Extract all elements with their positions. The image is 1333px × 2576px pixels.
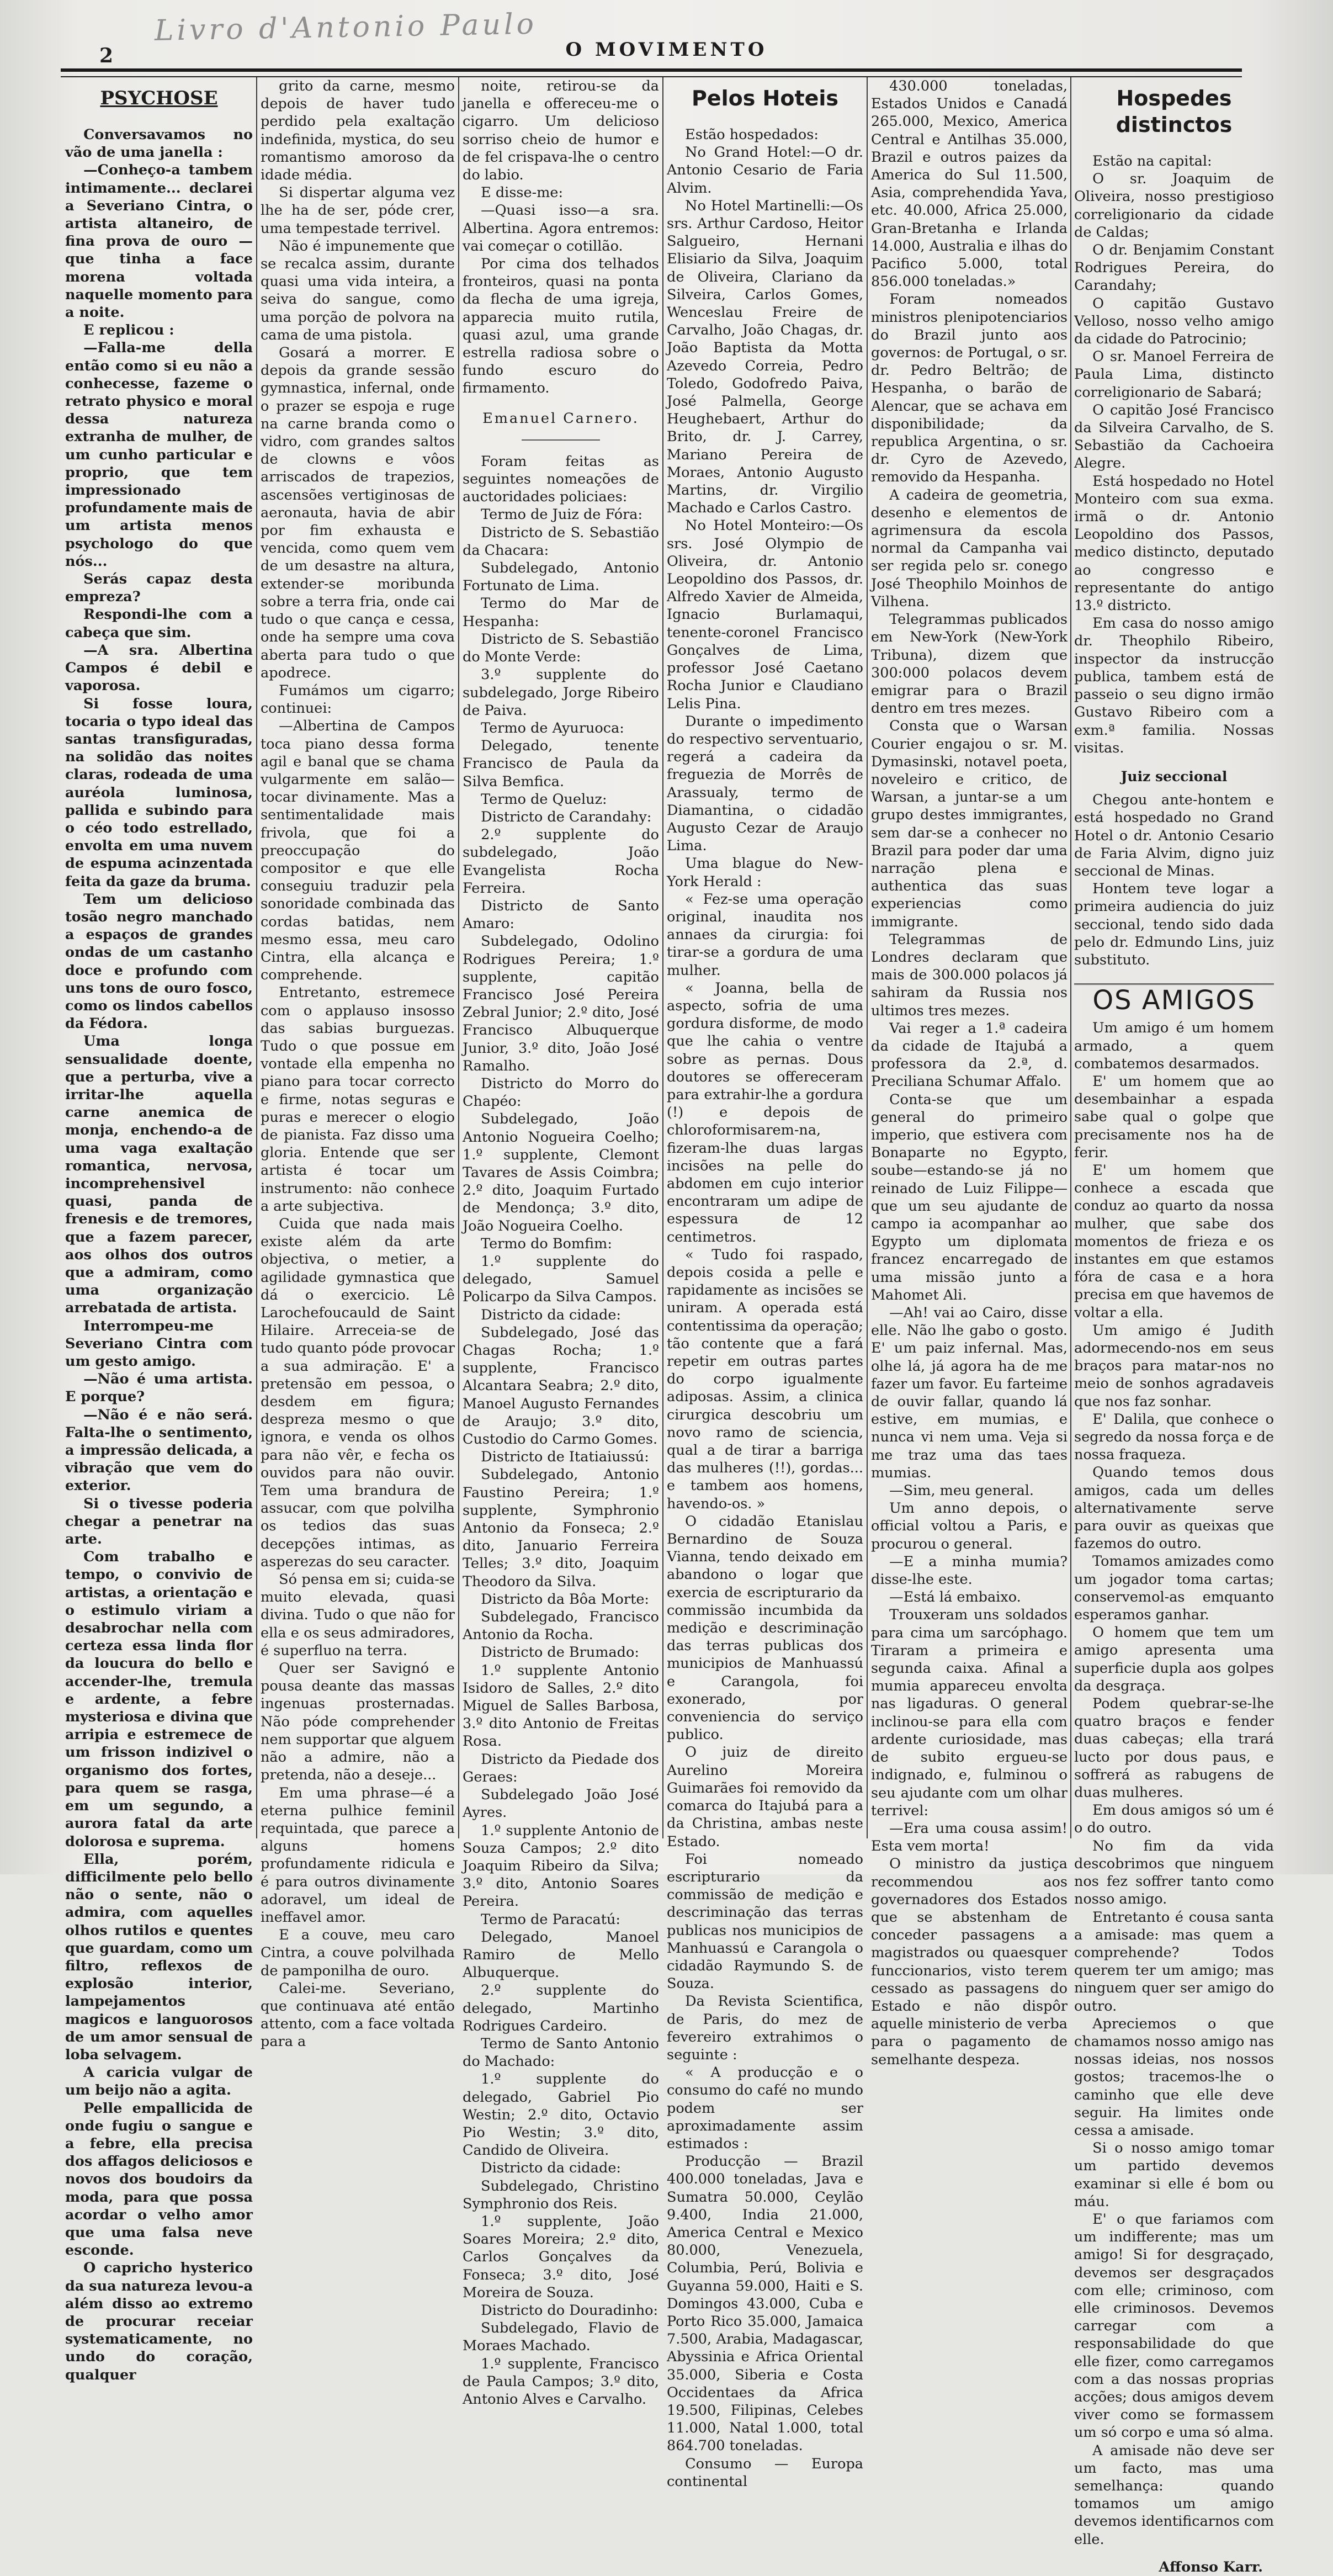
paragraph: 1.º supplente, João Soares Moreira; 2.º dito, Carlos Gonçalves da Fonseca; 3.º dito, José Moreira de Souza. xyxy=(463,2213,659,2301)
paragraph: Serás capaz desta empreza? xyxy=(65,571,253,606)
paragraph: E' o que fariamos com um indifferente; mas um amigo! Si for desgraçado, devemos ser desgraçados com elle; criminoso, com elle criminosos. Devemos carregar com a responsabilidade do que elle fizer, como carregamos com a das nossas proprias acções; dous amigos devem viver como se formassem um só corpo e uma só alma. xyxy=(1074,2211,1274,2441)
paragraph: 430.000 toneladas, Estados Unidos e Canadá 265.000, Mexico, America Central e Antilhas 35.000, Brazil e outros paizes da America do Sul 11.500, Asia, comprehendida Yava, etc. 40.000, Africa 25.000, Gran-Bretanha e Irlanda 14.000, Australia e ilhas do Pacifico 5.000, total 856.000 toneladas.» xyxy=(871,78,1068,290)
paragraph: Estão na capital: xyxy=(1092,153,1212,169)
paragraph: No Grand Hotel:—O dr. Antonio Cesario de Faria Alvim. xyxy=(667,144,863,197)
column-divider xyxy=(1070,77,1071,1838)
page-number: 2 xyxy=(99,44,114,67)
paragraph: E disse-me: xyxy=(481,184,564,202)
paragraph: Districto de Santo Amaro: xyxy=(463,897,659,932)
paragraph: Districto de Brumado: xyxy=(481,1644,639,1661)
paragraph: Conversavamos no vão de uma janella : xyxy=(65,126,253,161)
paragraph: A caricia vulgar de um beijo não a agita. xyxy=(65,2064,253,2099)
paragraph: Foram feitas as seguintes nomeações de auctoridades policiaes: xyxy=(463,453,659,506)
paragraph: Uma longa sensualidade doente, que a perturba, vive a irritar-lhe aquella carne anemica de monja, enchendo-a de uma vaga exaltação romantica, nervosa, incomprehensivel quasi, panda de frenesis e de tremores, que a fazem parecer, aos olhos dos outros que a admiram, como uma organização arrebatada de artista. xyxy=(65,1033,253,1317)
column-divider xyxy=(256,77,257,1838)
column-1 xyxy=(65,77,253,2383)
paragraph: Telegrammas publicados em New-York (New-York Tribuna), dizem que 300:000 polacos devem emigrar para o Brazil dentro em tres mezes. xyxy=(871,611,1068,717)
paragraph: Subdelegado, Francisco Antonio da Rocha. xyxy=(463,1609,659,1644)
paragraph: Districto da cidade: xyxy=(481,2160,622,2177)
paragraph: —Não é uma artista. E porque? xyxy=(65,1371,253,1406)
paragraph: Termo de Juiz de Fóra: xyxy=(481,506,643,523)
column-5 xyxy=(871,77,1068,2068)
paragraph: Districto de S. Sebastião do Monte Verde: xyxy=(463,630,659,666)
paragraph: Da Revista Scientifica, de Paris, do mez de fevereiro extrahimos o seguinte : xyxy=(667,1993,863,2063)
paragraph: Trouxeram uns soldados para cima um sarcóphago. Tiraram a primeira e segunda caixa. Afinal a mumia appareceu envolta nas ligaduras. O general inclinou-se para ella com ardente curiosidade, mas de subito ergueu-se indignado, e, fulminou o seu ajudante com um olhar terrivel: xyxy=(871,1607,1068,1819)
paragraph: Telegrammas de Londres declaram que mais de 300.000 polacos já sahiram da Russia nos ultimos tres mezes. xyxy=(871,931,1068,1019)
news-items xyxy=(667,126,863,2490)
paragraph: Só pensa em si; cuida-se muito elevada, quasi divina. Tudo o que não for ella e os seus admiradores, é superfluo na terra. xyxy=(261,1571,455,1659)
paragraph: Districto de S. Sebastião da Chacara: xyxy=(463,524,659,559)
paragraph: Não é impunemente que se recalca assim, durante quasi uma vida inteira, a seiva do sangue, como uma porção de polvora na cama de uma pistola. xyxy=(261,237,455,343)
paragraph: O ministro da justiça recommendou aos governadores dos Estados que se abstenham de conceder passagens a magistrados ou quaesquer funccionarios, visto terem cessado as passagens do Estado e não dispôr aquelle ministerio de verba para o pagamento de semelhante despeza. xyxy=(871,1856,1068,2068)
column-3 xyxy=(463,77,659,2408)
section-title-hoteis: Pelos Hoteis xyxy=(691,86,839,110)
paragraph: 3.º supplente do subdelegado, Jorge Ribeiro de Paiva. xyxy=(463,666,659,719)
paragraph: Termo do Bomfim: xyxy=(481,1235,612,1252)
paragraph: O capitão José Francisco da Silveira Carvalho, de S. Sebastião da Cachoeira Alegre. xyxy=(1074,401,1274,472)
juiz-items xyxy=(1074,791,1274,969)
paragraph: E' um homem que conhece a escada que conduz ao quarto da nossa mulher, que sabe dos momentos de frieza e os instantes em que estamos fóra de casa e a hora precisa em que havemos de voltar a ella. xyxy=(1074,1162,1274,1321)
paragraph: O capricho hysterico da sua natureza levou-a além disso ao extremo de procurar receiar systematicamente, no undo do coração, qualquer xyxy=(65,2260,253,2383)
paragraph: Com trabalho e tempo, o convivio de artistas, a orientação e o estimulo viriam a desabrochar nella com certeza essa linda flor da loucura do bello e accender-lhe, tremula e ardente, a febre mysteriosa e divina que arripia e estremece de um frisson indizivel o organismo dos fortes, para quem se rasga, em um segundo, a aurora fatal da arte dolorosa e suprema. xyxy=(65,1549,253,1850)
paragraph: Consta que o Warsan Courier engajou o sr. M. Dymasinski, notavel poeta, noveleiro e critico, de Warsan, a juntar-se a um grupo destes immigrantes, sem dar-se a conhecer no Brazil para poder dar uma narração plena e authentica das suas experiencias como immigrante. xyxy=(871,718,1068,930)
paragraph: Quer ser Savignó e pousa deante das massas ingenuas prosternadas. Não póde comprehender nem supportar que alguem não a admire, não a pretenda, não a deseje... xyxy=(261,1660,455,1784)
paragraph: « A producção e o consumo do café no mundo podem ser aproximadamente assim estimados : xyxy=(667,2064,863,2152)
paragraph: Podem quebrar-se-lhe quatro braços e fender duas cabeças; ella trará lucto por dous paus, e soffrerá as rabugens de duas mulheres. xyxy=(1074,1695,1274,1801)
paragraph: Districto do Morro do Chapéo: xyxy=(463,1075,659,1110)
article-title-psychose: PSYCHOSE xyxy=(100,87,218,109)
section-title-hospedes: Hospedes distinctos xyxy=(1116,86,1233,137)
handwritten-signature: Livro d'Antonio Paulo xyxy=(154,7,538,47)
paragraph: noite, retirou-se da janella e offereceu-me o cigarro. Um delicioso sorriso cheio de humor e de fel crispava-lhe o centro do labio. xyxy=(463,78,659,184)
paragraph: O dr. Benjamim Constant Rodrigues Pereira, do Carandahy; xyxy=(1074,242,1274,294)
paragraph: Si fosse loura, tocaria o typo ideal das santas transfiguradas, na solidão das noites claras, rodeada de uma auréola luminosa, pallida e subindo para o céo todo estrellado, envolta em uma nuvem de espuma acinzentada feita da gaze da bruma. xyxy=(65,695,253,890)
paragraph: Um anno depois, o official voltou a Paris, e procurou o general. xyxy=(871,1500,1068,1552)
article-body-psychose xyxy=(65,126,253,2384)
paragraph: Cuida que nada mais existe além da arte objectiva, o metier, a agilidade gymnastica que dá o exercicio. Lê Larochefoucauld de Saint Hilaire. Arreceia-se de tudo quanto póde provocar a sua admiração. E' a pretensão em pessoa, o desdem em figura; despreza mesmo o que ignora, e venda os olhos para não vêr, e fecha os ouvidos para não ouvir. Tem uma brandura de assucar, com que polvilha os tedios das suas decepções intimas, as asperezas do seu caracter. xyxy=(261,1216,455,1570)
paragraph: grito da carne, mesmo depois de haver tudo perdido pela exaltação indefinida, mystica, do seu romantismo amoroso da idade média. xyxy=(261,78,455,184)
paragraph: Quando temos dous amigos, cada um delles alternativamente serve para ouvir as queixas que fazemos do outro. xyxy=(1074,1464,1274,1552)
paragraph: Calei-me. Severiano, que continuava até então attento, com a face voltada para a xyxy=(261,1980,455,2050)
paragraph: « Fez-se uma operação original, inaudita nos annaes da cirurgia: foi tirar-se a gordura de uma mulher. xyxy=(667,891,863,979)
paragraph: Foram nomeados ministros plenipotenciarios do Brazil junto aos governos: de Portugal, o sr. dr. Pedro Beltrão; de Hespanha, o barão de Alencar, que se achava em disponibilidade; da republica Argentina, o sr. dr. Cyro de Azevedo, removido da Hespanha. xyxy=(871,291,1068,486)
paragraph: Por cima dos telhados fronteiros, quasi na ponta da flecha de uma igreja, apparecia muito rutila, quasi azul, uma grande estrella radiosa sobre o fundo escuro do firmamento. xyxy=(463,256,659,397)
paragraph: O juiz de direito Aurelino Moreira Guimarães foi removido da comarca do Itajubá para a da Christina, ambas neste Estado. xyxy=(667,1744,863,1850)
paragraph: —Era uma cousa assim! Esta vem morta! xyxy=(871,1820,1068,1855)
column-4 xyxy=(667,77,863,2490)
paragraph: Uma blague do New-York Herald : xyxy=(667,855,863,890)
paragraph: Tomamos amizades como um jogador toma cartas; conservemol-as emquanto esperamos ganhar. xyxy=(1074,1553,1274,1624)
paragraph: Gosará a morrer. E depois da grande sessão gymnastica, infernal, onde o prazer se espoja e ruge na carne branda como o vidro, com grandes saltos de clowns e vôos arriscados de trapezios, ascensões vertiginosas de aeronauta, havia de abir por fim exhausta e vencida, como quem vem de um desastre na altura, extender-se moribunda sobre a terra fria, onde cai tudo o que cança e cessa, onde ha sempre uma cova aberta para tudo o que apodrece. xyxy=(261,344,455,681)
paragraph: Hontem teve logar a primeira audiencia do juiz seccional, tendo sido dada pelo dr. Edmundo Lins, juiz substituto. xyxy=(1074,881,1274,968)
paragraph: Si o nosso amigo tomar um partido devemos examinar si elle é bom ou máu. xyxy=(1074,2140,1274,2210)
paragraph: Termo de Santo Antonio do Machado: xyxy=(463,2035,659,2070)
paragraph: Respondi-lhe com a cabeça que sim. xyxy=(65,606,253,641)
paragraph: Termo de Queluz: xyxy=(481,791,607,808)
paragraph: O sr. Joaquim de Oliveira, nosso prestigioso correligionario da cidade de Caldas; xyxy=(1074,171,1274,241)
paragraph: 1.º supplente do delegado, Samuel Policarpo da Silva Campos. xyxy=(463,1253,659,1306)
paragraph: —Quasi isso—a sra. Albertina. Agora entremos: vai começar o cotillão. xyxy=(463,202,659,255)
paragraph: Delegado, Manoel Ramiro de Mello Albuquerque. xyxy=(463,1928,659,1981)
masthead-title: O MOVIMENTO xyxy=(565,39,768,61)
paragraph: Chegou ante-hontem e está hospedado no Grand Hotel o dr. Antonio Cesario de Faria Alvim, digno juiz seccional de Minas. xyxy=(1074,792,1274,879)
paragraph: Districto de Carandahy: xyxy=(481,808,652,825)
paragraph: A amisade não deve ser um facto, mas uma semelhança: quando tomamos um amigo devemos identificarnos com elle. xyxy=(1074,2442,1274,2548)
paragraph: Estão hospedados: xyxy=(685,126,819,143)
paragraph: Subdelegado, João Antonio Nogueira Coelho; 1.º supplente, Clemont Tavares de Assis Coimbra; 2.º dito, Joaquim Furtado de Mendonça; 3.º dito, João Nogueira Coelho. xyxy=(463,1111,659,1234)
section-separator xyxy=(522,439,600,441)
paragraph: Subdelegado, Antonio Faustino Pereira; 1.º supplente, Symphronio Antonio da Fonseca; 2.º dito, Januario Ferreira Telles; 3.º dito, Joaquim Theodoro da Silva. xyxy=(463,1466,659,1590)
paragraph: —Não é e não será. Falta-lhe o sentimento, a impressão delicada, a vibração que vem do exterior. xyxy=(65,1406,253,1494)
paragraph: Tem um delicioso tosão negro manchado a espaços de grandes ondas de um castanho doce e profundo com uns tons de ouro fosco, como os lindos cabellos da Fédora. xyxy=(65,891,253,1032)
article-body-psychose-end xyxy=(463,77,659,397)
paragraph: —Albertina de Campos toca piano dessa forma agil e banal que se chama vulgarmente em salão—tocar divinamente. Mas a sentimentalidade mais frivola, que foi a preoccupação do compositor e que elle conseguiu traduzir pela sonoridade combinada das cordas batidas, nem mesmo essa, meu caro Cintra, ella alcança e comprehende. xyxy=(261,718,455,984)
paragraph: O cidadão Etanislau Bernardino de Souza Vianna, tendo deixado em abandono o logar que exercia de escripturario da commissão incumbida da medição e descriminação das terras publicas dos municipios de Manhuassú e Carangola, foi exonerado, por conveniencia do serviço publico. xyxy=(667,1513,863,1743)
paragraph: —E a minha mumia? disse-lhe este. xyxy=(871,1553,1068,1588)
paragraph: Está hospedado no Hotel Monteiro com sua exma. irmã o dr. Antonio Leopoldino dos Passos, medico distincto, deputado ao congresso e representante do antigo 13.º districto. xyxy=(1074,473,1274,614)
paragraph: A cadeira de geometria, desenho e elementos de agrimensura da escola normal da Campanha vai ser regida pelo sr. conego José Theophilo Moinhos de Vilhena. xyxy=(871,486,1068,610)
column-divider xyxy=(662,77,663,1838)
paragraph: 1.º supplente Antonio de Souza Campos; 2.º dito Joaquim Ribeiro da Silva; 3.º dito, Antonio Soares Pereira. xyxy=(463,1822,659,1910)
paragraph: Termo de Paracatú: xyxy=(481,1911,620,1928)
paragraph: —Falla-me della então como si eu não a conhecesse, fazeme o retrato physico e moral dessa natureza extranha de mulher, de um cunho particular e proprio, que tem impressionado profundamente mais de um artista menos psychologo do que nós... xyxy=(65,340,253,570)
article-body-amigos xyxy=(1074,1019,1274,2548)
paragraph: —A sra. Albertina Campos é debil e vaporosa. xyxy=(65,642,253,695)
paragraph: Pelle empallicida de onde fugiu o sangue e a febre, ella precisa dos affagos deliciosos e novos dos boudoirs da moda, para que possa acordar o velho amor que uma falsa neve esconde. xyxy=(65,2100,253,2259)
paragraph: Um amigo é Judith adormecendo-nos em seus braços para matar-nos no meio de sonhos agradaveis que nos faz sonhar. xyxy=(1074,1322,1274,1410)
paragraph: « Tudo foi raspado, depois cosida a pelle e rapidamente as incisões se uniram. A operada está contentissima da operação; tão contente que a fará repetir em outras partes do corpo igualmente adiposas. Assim, a clinica cirurgica descobriu um novo ramo de sciencia, qual a de tirar a barriga das mulheres (!!), gordas... e tambem aos homens, havendo-os. » xyxy=(667,1246,863,1512)
paragraph: Si o tivesse poderia chegar a penetrar na arte. xyxy=(65,1495,253,1548)
guests-list xyxy=(1074,152,1274,757)
paragraph: Subdelegado, Odolino Rodrigues Pereira; 1.º supplente, capitão Francisco José Pereira Zebral Junior; 2.º dito, José Francisco Albuquerque Junior, 3.º dito, João José Ramalho. xyxy=(463,933,659,1074)
paragraph: Delegado, tenente Francisco de Paula da Silva Bemfica. xyxy=(463,738,659,790)
section-title-juiz: Juiz seccional xyxy=(1120,768,1228,785)
paragraph: E a couve, meu caro Cintra, a couve polvilhada de pamponilha de ouro. xyxy=(261,1927,455,1979)
paragraph: E replicou : xyxy=(83,322,174,339)
paragraph: Apreciemos o que chamamos nosso amigo nas nossas ideias, nos nossos gostos; tracemos-lhe o caminho que elle deve seguir. Ha limites onde cessa a amisade. xyxy=(1074,2015,1274,2139)
article-author-amigos: Affonso Karr. xyxy=(1159,2558,1263,2575)
paragraph: —Sim, meu general. xyxy=(889,1482,1034,1499)
paragraph: Fumámos um cigarro; continuei: xyxy=(261,682,455,717)
paragraph: Subdelegado, Antonio Fortunato de Lima. xyxy=(463,560,659,595)
paragraph: 1.º supplente do delegado, Gabriel Pio Westin; 2.º dito, Octavio Pio Westin; 3.º dito, Candido de Oliveira. xyxy=(463,2071,659,2159)
paragraph: —Ah! vai ao Cairo, disse elle. Não lhe gabo o gosto. E' um paiz infernal. Mas, olhe lá, já agora ha de me fazer um favor. Eu farteime de ouvir fallar, quando lá estive, em mumias, e nunca vi nem uma. Veja si me traz uma das taes mumias. xyxy=(871,1305,1068,1481)
paragraph: Entretanto, estremece com o applauso insosso das sabias burguezas. Tudo o que possue em vontade ella empenha no piano para tocar correcto e firme, notas seguras e puras e merecer o elogio de pianista. Faz disso uma gloria. Entende que ser artista é tocar um instrumento: não conhece a arte subjectiva. xyxy=(261,984,455,1215)
paragraph: Em casa do nosso amigo dr. Theophilo Ribeiro, inspector da instrucção publica, tambem está de passeio o seu digno irmão Gustavo Ribeiro com a exm.ª familia. Nossas visitas. xyxy=(1074,615,1274,756)
paragraph: Districto do Douradinho: xyxy=(481,2302,658,2319)
paragraph: 2.º supplente do subdelegado, João Evangelista Rocha Ferreira. xyxy=(463,826,659,897)
paragraph: O sr. Manoel Ferreira de Paula Lima, distincto correligionario de Sabará; xyxy=(1074,348,1274,401)
paragraph: No Hotel Martinelli:—Os srs. Arthur Cardoso, Heitor Salgueiro, Hernani Elisiario da Silva, Joaquim de Oliveira, Clariano da Silveira, Carlos Gomes, Wenceslau Freire de Carvalho, João Chagas, dr. João Baptista da Motta Azevedo Correia, Pedro Toledo, Godofredo Paiva, José Palmella, George Heughebaert, Arthur do Brito, dr. J. Carrey, Mariano Pereira de Moraes, Antonio Augusto Martins, dr. Virgilio Machado e Carlos Castro. xyxy=(667,197,863,517)
paragraph: O homem que tem um amigo apresenta uma superficie dupla aos golpes da desgraça. xyxy=(1074,1624,1274,1694)
paragraph: Producção — Brazil 400.000 toneladas, Java e Sumatra 50.000, Ceylão 9.400, India 21.000, America Central e Mexico 80.000, Venezuela, Columbia, Perú, Bolivia e Guyanna 59.000, Haiti e S. Domingos 43.000, Cuba e Porto Rico 35.000, Jamaica 7.500, Arabia, Madagascar, Abyssinia e Africa Oriental 35.000, Siberia e Costa Occidentaes da Africa 19.500, Filipinas, Celebes 11.000, Natal 1.000, total 864.700 toneladas. xyxy=(667,2153,863,2455)
paragraph: Termo de Ayuruoca: xyxy=(481,719,624,736)
column-2 xyxy=(261,77,455,2050)
paragraph: Conta-se que um general do primeiro imperio, que estivera com Bonaparte no Egypto, soube—estando-se já no reinado de Luiz Filippe—que um seu ajudante de campo ia acompanhar ao Egypto um diplomata francez encarregado de uma missão junto a Mahomet Ali. xyxy=(871,1091,1068,1303)
paragraph: 2.º supplente do delegado, Martinho Rodrigues Cardeiro. xyxy=(463,1982,659,2034)
paragraph: Subdelegado, Flavio de Moraes Machado. xyxy=(463,2320,659,2355)
paragraph: Subdelegado, José das Chagas Rocha; 1.º supplente, Francisco Alcantara Seabra; 2.º dito, Manoel Augusto Fernandes de Araujo; 3.º dito, Custodio do Carmo Gomes. xyxy=(463,1324,659,1448)
paragraph: E' um homem que ao desembainhar a espada sabe qual o golpe que precisamente nos ha de ferir. xyxy=(1074,1073,1274,1161)
paragraph: Districto da Bôa Morte: xyxy=(481,1591,650,1608)
column-divider xyxy=(458,77,459,1838)
paragraph: « Joanna, bella de aspecto, sofria de uma gordura disforme, de modo que lhe cahia o ventre sobre as pernas. Dous doutores se offereceram para extrahir-lhe a gordura (!) e depois de chloroformisarem-na, fizeram-lhe duas largas incisões na pelle do abdomen em cujo interior encontraram um adipe de espessura de 12 centimetros. xyxy=(667,979,863,1245)
paragraph: Consumo — Europa continental xyxy=(667,2455,863,2490)
paragraph: No Hotel Monteiro:—Os srs. José Olympio de Oliveira, dr. Antonio Leopoldino dos Passos, dr. Alfredo Xavier de Almeida, Ignacio Burlamaqui, tenente-coronel Francisco Gonçalves de Lima, professor José Caetano Rocha Junior e Claudiano Lelis Pina. xyxy=(667,517,863,712)
paragraph: Um amigo é um homem armado, a quem combatemos desarmados. xyxy=(1074,1020,1274,1072)
paragraph: Subdelegado, Christino Symphronio dos Reis. xyxy=(463,2177,659,2212)
paragraph: Districto de Itatiaiussú: xyxy=(481,1449,649,1466)
paragraph: —Está lá embaixo. xyxy=(889,1589,1021,1606)
paragraph: O capitão Gustavo Velloso, nosso velho amigo da cidade do Patrocinio; xyxy=(1074,295,1274,348)
paragraph: Subdelegado João José Ayres. xyxy=(463,1787,659,1821)
paragraph: Districto da Piedade dos Geraes: xyxy=(463,1751,659,1785)
paragraph: Foi nomeado escripturario da commissão de medição e descriminação das terras publicas nos municipios de Manhuassú e Carangola o cidadão Raymundo S. de Souza. xyxy=(667,1851,863,1992)
paragraph: Vai reger a 1.ª cadeira da cidade de Itajubá a professora da 2.ª, d. Preciliana Schumar Affalo. xyxy=(871,1020,1068,1090)
paragraph: Ella, porém, difficilmente pelo bello não o sente, não o admira, com aquelles olhos rutilos e quentes que guardam, como um filtro, reflexos de explosão interior, lampejamentos magicos e languorosos de um amor sensual de loba selvagem. xyxy=(65,1851,253,2063)
news-items-continued xyxy=(871,77,1068,2069)
paragraph: —Conheço-a tambem intimamente... declarei a Severiano Cintra, o artista altaneiro, de fina prova de ouro — que tinha a face morena voltada naquelle momento para a noite. xyxy=(65,162,253,321)
paragraph: Si dispertar alguma vez lhe ha de ser, póde crer, uma tempestade terrivel. xyxy=(261,184,455,237)
paragraph: Interrompeu-me Severiano Cintra com um gesto amigo. xyxy=(65,1317,253,1370)
paragraph: Termo do Mar de Hespanha: xyxy=(463,595,659,630)
column-6 xyxy=(1074,77,1274,2575)
paragraph: Em uma phrase—é a eterna pulhice feminil requintada, que parece a alguns homens profundamente ridicula e é para outros divinamente adoravel, um ideal de ineffavel amor. xyxy=(261,1784,455,1926)
paragraph: No fim da vida descobrimos que ninguem nos fez soffrer tanto como nosso amigo. xyxy=(1074,1837,1274,1908)
article-body-psychose-continued xyxy=(261,77,455,2051)
paragraph: Durante o impedimento do respectivo serventuario, regerá a cadeira da freguezia de Morrês de Arassualy, termo de Diamantina, o cidadão Augusto Cezar de Araujo Lima. xyxy=(667,713,863,855)
paragraph: E' Dalila, que conhece o segredo da nossa força e de nossa fraqueza. xyxy=(1074,1411,1274,1464)
paragraph: Districto da cidade: xyxy=(481,1306,622,1323)
article-title-amigos: OS AMIGOS xyxy=(1074,983,1274,1009)
paragraph: 1.º supplente Antonio Isidoro de Salles, 2.º dito Miguel de Salles Barbosa, 3.º dito Antonio de Freitas Rosa. xyxy=(463,1662,659,1750)
paragraph: Em dous amigos só um é o do outro. xyxy=(1074,1802,1274,1837)
article-author: Emanuel Carnero. xyxy=(482,410,639,427)
appointments-list xyxy=(463,453,659,2408)
column-divider xyxy=(867,77,868,1838)
top-rule xyxy=(61,68,1242,77)
paragraph: 1.º supplente, Francisco de Paula Campos; 3.º dito, Antonio Alves e Carvalho. xyxy=(463,2355,659,2408)
paragraph: Entretanto é cousa santa a amisade: mas quem a comprehende? Todos querem ter um amigo; mas ninguem quer ser amigo do outro. xyxy=(1074,1909,1274,2015)
